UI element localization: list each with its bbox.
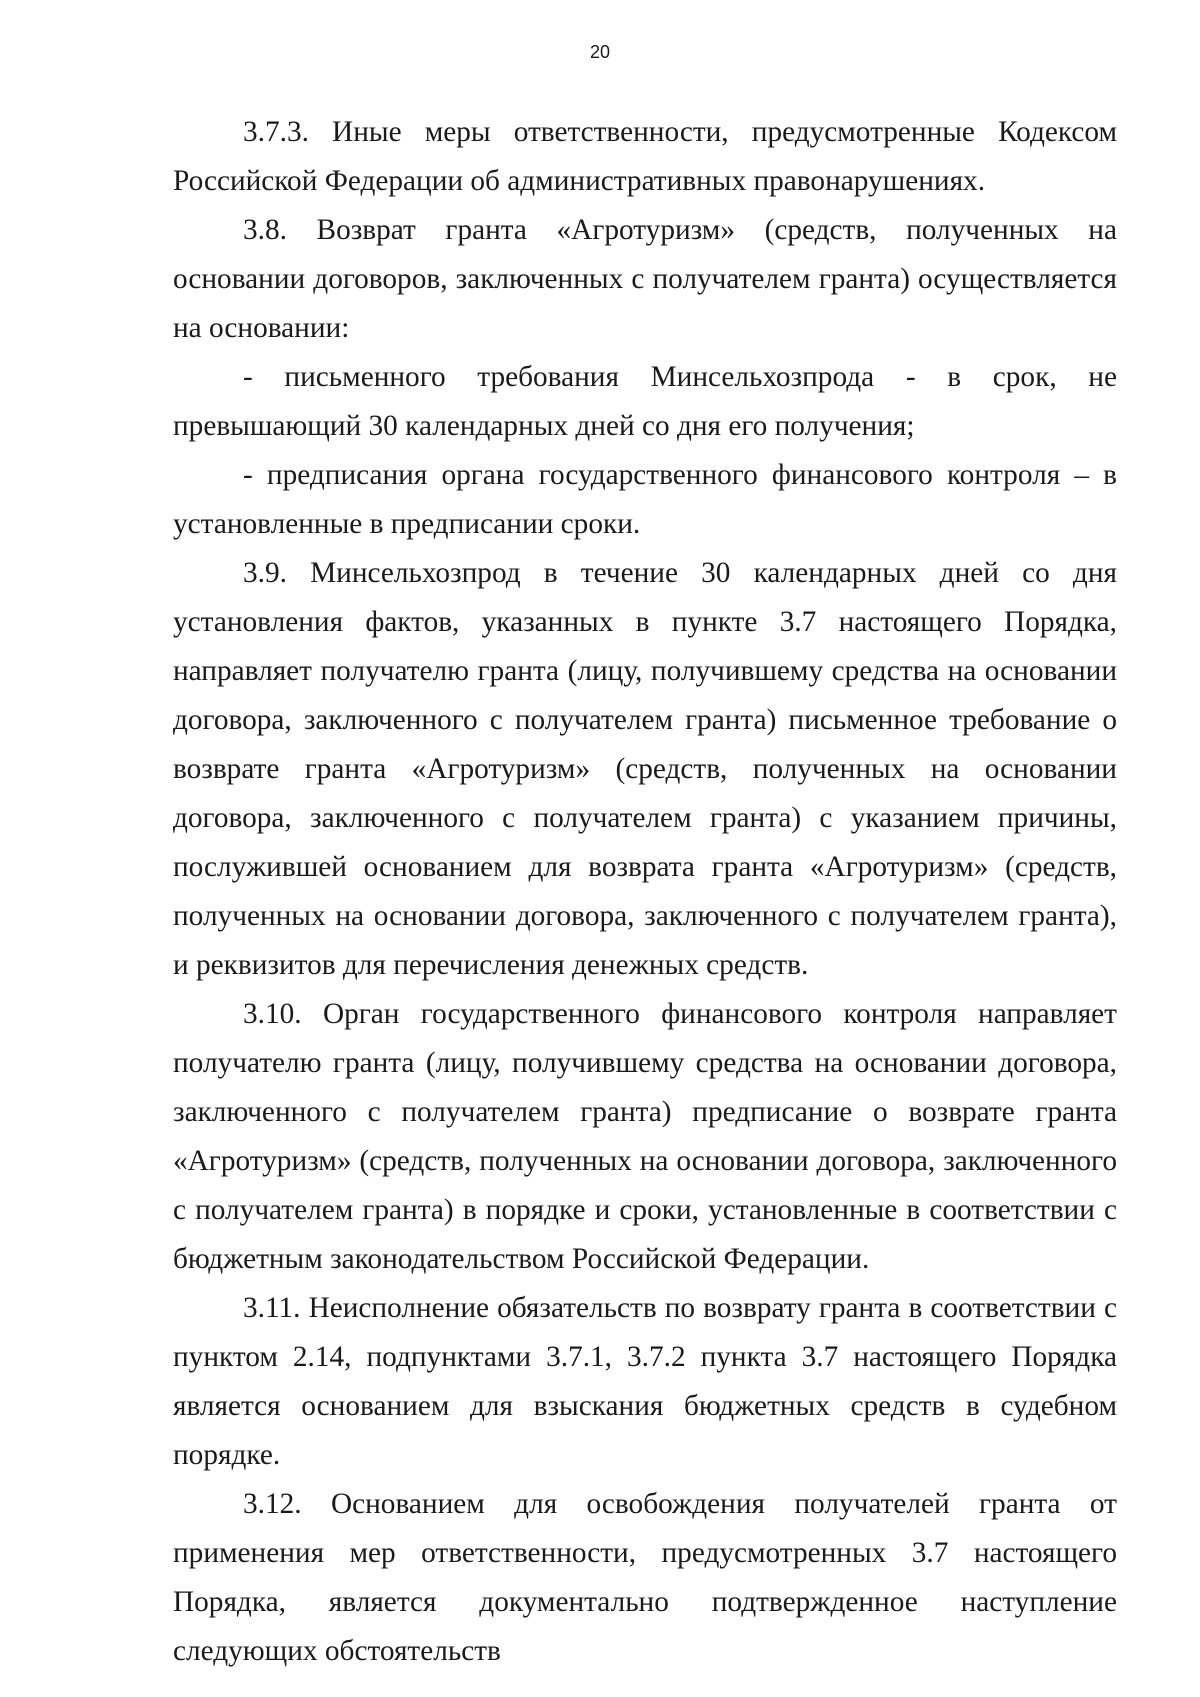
paragraph-3-11: 3.11. Неисполнение обязательств по возврату гранта в соответствии с пунктом 2.14, подпунктами 3.7.1, 3.7.2 пункта 3.7 настоящего Порядка является основанием для взыскания бюджетных средств в судебном порядке. <box>173 1292 1117 1471</box>
paragraph-3-9: 3.9. Минсельхозпрод в течение 30 календарных дней со дня установления фактов, указанных в пункте 3.7 настоящего Порядка, направляет получателю гранта (лицу, получившему средства на основании договора, заключенного с получателем гранта) письменное требование о возврате гранта «Агротуризм» (средств, полученных на основании договора, заключенного с получателем гранта) с указанием причины, послужившей основанием для возврата гранта «Агротуризм» (средств, полученных на основании договора, заключенного с получателем гранта), и реквизитов для перечисления денежных средств. <box>173 557 1117 981</box>
page-number: 20 <box>589 42 611 62</box>
paragraph-3-7-3: 3.7.3. Иные меры ответственности, предусмотренные Кодексом Российской Федерации об административных правонарушениях. <box>173 116 1117 197</box>
list-item-control-order: - предписания органа государственного финансового контроля – в установленные в предписании сроки. <box>173 459 1117 540</box>
paragraph-3-10: 3.10. Орган государственного финансового контроля направляет получателю гранта (лицу, получившему средства на основании договора, заключенного с получателем гранта) предписание о возврате гранта «Агротуризм» (средств, полученных на основании договора, заключенного с получателем гранта) в порядке и сроки, установленные в соответствии с бюджетным законодательством Российской Федерации. <box>173 998 1117 1275</box>
list-item-written-demand: - письменного требования Минсельхозпрода - в срок, не превышающий 30 календарных дней со дня его получения; <box>173 361 1117 442</box>
document-body <box>173 108 1117 1676</box>
paragraph-3-12: 3.12. Основанием для освобождения получателей гранта от применения мер ответственности, предусмотренных 3.7 настоящего Порядка, является документально подтвержденное наступление следующих обстоятельств <box>173 1488 1117 1667</box>
paragraph-3-8: 3.8. Возврат гранта «Агротуризм» (средств, полученных на основании договоров, заключенных с получателем гранта) осуществляется на основании: <box>173 214 1117 344</box>
